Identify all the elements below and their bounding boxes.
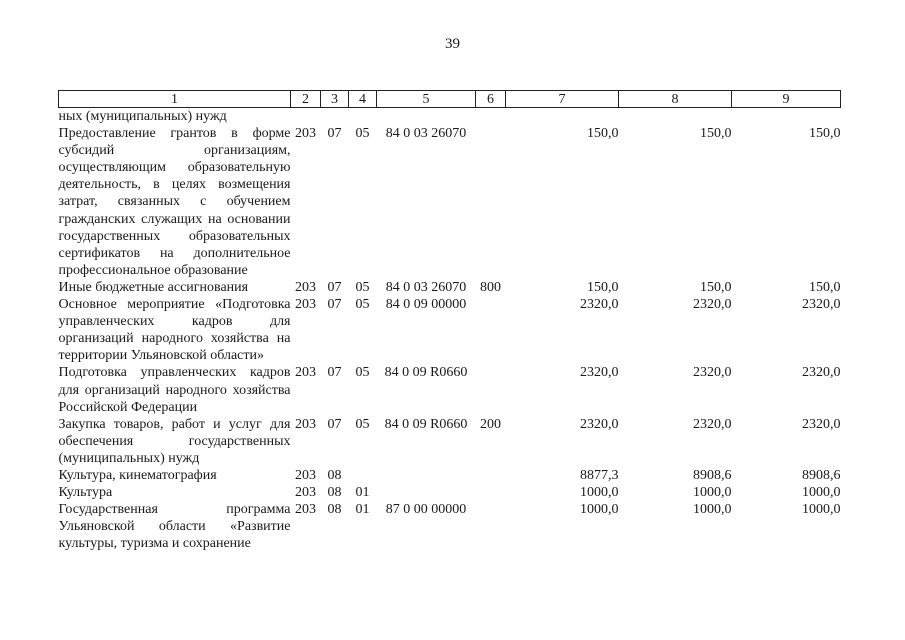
row-col-4: 05 xyxy=(355,365,370,381)
row-col-2: 203 xyxy=(295,485,316,501)
row-name: Иные бюджетные ассигнования xyxy=(58,279,249,295)
row-name: Закупка товаров, работ и услуг для обеспечения государственных (муниципальных) нужд xyxy=(58,416,291,466)
row-col-5 xyxy=(377,108,476,126)
row-col-6 xyxy=(476,501,506,552)
header-col-9: 9 xyxy=(732,91,841,108)
row-col-2: 203 xyxy=(295,416,316,432)
row-col-6: 800 xyxy=(480,279,501,295)
header-col-2: 2 xyxy=(291,91,321,108)
row-col-3: 07 xyxy=(327,297,342,313)
row-col-8: 150,0 xyxy=(700,126,732,142)
row-col-9: 150,0 xyxy=(809,126,841,142)
row-col-3: 08 xyxy=(327,502,342,518)
row-col-4 xyxy=(349,467,377,484)
table-row xyxy=(59,108,841,126)
row-col-7: 8877,3 xyxy=(580,467,619,483)
table-row xyxy=(59,501,841,552)
table-row xyxy=(59,125,841,279)
row-col-7: 2320,0 xyxy=(580,365,619,381)
row-col-8: 1000,0 xyxy=(693,502,732,518)
table-row xyxy=(59,484,841,501)
row-col-7: 150,0 xyxy=(587,279,619,295)
row-col-9: 2320,0 xyxy=(802,297,841,313)
row-col-8: 2320,0 xyxy=(693,365,732,381)
row-col-7: 150,0 xyxy=(587,126,619,142)
row-col-5 xyxy=(377,484,476,501)
row-col-5: 84 0 09 00000 xyxy=(385,297,467,313)
row-col-4: 05 xyxy=(355,279,370,295)
row-name: Подготовка управленческих кадров для организаций народного хозяйства Российской Федерации xyxy=(58,365,291,415)
row-col-6 xyxy=(476,467,506,484)
budget-table xyxy=(58,90,841,552)
row-col-4: 05 xyxy=(355,297,370,313)
row-col-5: 84 0 03 26070 xyxy=(385,126,467,142)
row-col-8: 2320,0 xyxy=(693,416,732,432)
row-col-9: 1000,0 xyxy=(802,502,841,518)
row-col-8: 150,0 xyxy=(700,279,732,295)
row-name: ных (муниципальных) нужд xyxy=(58,109,227,124)
row-col-3 xyxy=(321,108,349,126)
table-row xyxy=(59,416,841,467)
row-col-6 xyxy=(476,125,506,279)
row-col-9: 2320,0 xyxy=(802,365,841,381)
row-col-9: 8908,6 xyxy=(802,467,841,483)
row-col-8: 2320,0 xyxy=(693,297,732,313)
table-row xyxy=(59,467,841,484)
header-col-4: 4 xyxy=(349,91,377,108)
row-col-7: 2320,0 xyxy=(580,297,619,313)
row-col-8 xyxy=(619,108,732,126)
row-col-5: 84 0 03 26070 xyxy=(385,279,467,295)
row-col-6 xyxy=(476,364,506,415)
row-col-4: 01 xyxy=(355,485,370,501)
row-col-5: 84 0 09 R0660 xyxy=(384,416,468,432)
row-col-8: 1000,0 xyxy=(693,485,732,501)
row-col-3: 07 xyxy=(327,279,342,295)
row-name: Культура, кинематография xyxy=(58,467,217,483)
row-col-7: 1000,0 xyxy=(580,485,619,501)
row-col-7: 1000,0 xyxy=(580,502,619,518)
row-col-3: 07 xyxy=(327,416,342,432)
row-col-6 xyxy=(476,296,506,364)
header-col-6: 6 xyxy=(476,91,506,108)
table-row xyxy=(59,296,841,364)
row-col-6 xyxy=(476,108,506,126)
row-col-2: 203 xyxy=(295,126,316,142)
row-col-2: 203 xyxy=(295,502,316,518)
header-col-5: 5 xyxy=(377,91,476,108)
table-row xyxy=(59,364,841,415)
row-col-3: 08 xyxy=(327,485,342,501)
row-col-2: 203 xyxy=(295,279,316,295)
row-col-6: 200 xyxy=(480,416,501,432)
row-col-5: 87 0 00 00000 xyxy=(385,502,467,518)
row-name: Предоставление грантов в форме субсидий организациям, осуществляющим образовательную деятельность, в целях возмещения затрат, связанных с обучением гражданских служащих на основании государственных образовательных сертификатов на дополнительное профессиональное образование xyxy=(58,126,291,278)
row-col-2: 203 xyxy=(295,467,316,483)
row-col-4: 05 xyxy=(355,126,370,142)
row-name: Культура xyxy=(58,485,113,501)
row-col-7 xyxy=(506,108,619,126)
header-col-3: 3 xyxy=(321,91,349,108)
row-col-2: 203 xyxy=(295,297,316,313)
row-col-3: 07 xyxy=(327,365,342,381)
table-body xyxy=(59,108,841,553)
row-col-9: 1000,0 xyxy=(802,485,841,501)
row-col-8: 8908,6 xyxy=(693,467,732,483)
row-col-4: 05 xyxy=(355,416,370,432)
header-col-1: 1 xyxy=(59,91,291,108)
header-col-8: 8 xyxy=(619,91,732,108)
row-col-3: 07 xyxy=(327,126,342,142)
table-header-row xyxy=(59,91,841,108)
row-col-9: 150,0 xyxy=(809,279,841,295)
row-col-2 xyxy=(291,108,321,126)
row-col-2: 203 xyxy=(295,365,316,381)
row-name: Государственная программа Ульяновской области «Развитие культуры, туризма и сохранение xyxy=(58,502,291,552)
row-col-4 xyxy=(349,108,377,126)
row-col-9 xyxy=(732,108,841,126)
table-row xyxy=(59,279,841,296)
page-number: 39 xyxy=(445,36,460,52)
row-name: Основное мероприятие «Подготовка управленческих кадров для организаций народного хозяйства на территории Ульяновской области» xyxy=(58,297,291,364)
row-col-6 xyxy=(476,484,506,501)
row-col-4: 01 xyxy=(355,502,370,518)
row-col-7: 2320,0 xyxy=(580,416,619,432)
row-col-5: 84 0 09 R0660 xyxy=(384,365,468,381)
row-col-9: 2320,0 xyxy=(802,416,841,432)
header-col-7: 7 xyxy=(506,91,619,108)
row-col-5 xyxy=(377,467,476,484)
row-col-3: 08 xyxy=(327,467,342,483)
